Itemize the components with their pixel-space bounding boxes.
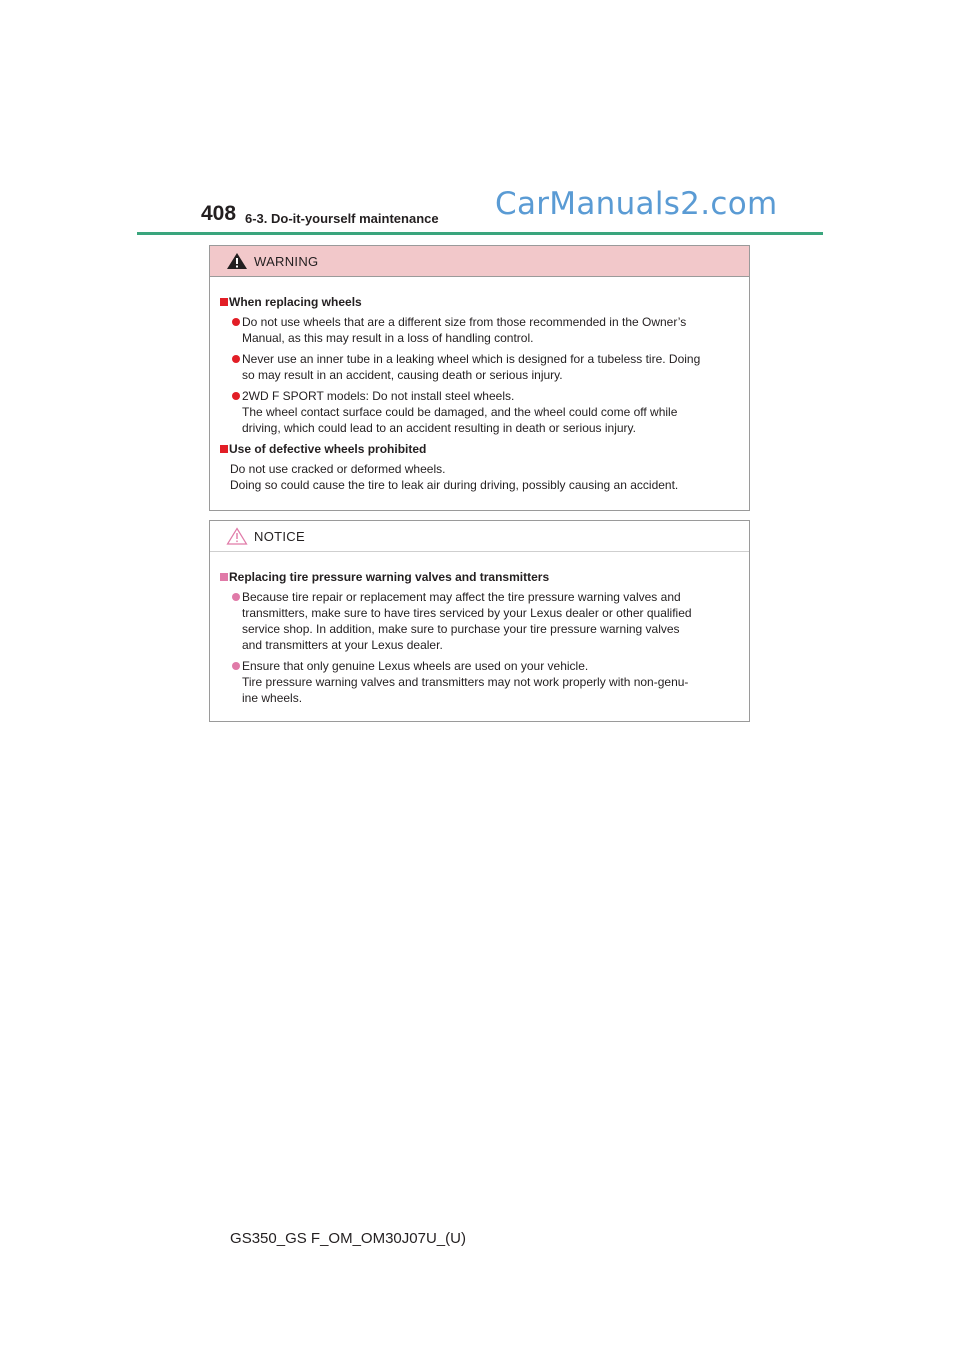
notice-box [209, 520, 750, 722]
notice-heading: Replacing tire pressure warning valves and transmitters [220, 569, 741, 585]
circle-bullet-icon [232, 662, 240, 670]
warning-box [209, 245, 750, 511]
list-item: Never use an inner tube in a leaking wheel which is designed for a tubeless tire. Doing so may result in an accident, causing death or serious injury. [220, 351, 741, 383]
warning-heading-defective-wheels: Use of defective wheels prohibited [220, 441, 741, 457]
notice-label: NOTICE [254, 529, 305, 544]
warning-header [210, 246, 749, 277]
manual-code: GS350_GS F_OM_OM30J07U_(U) [230, 1230, 466, 1247]
circle-bullet-icon [232, 355, 240, 363]
list-item: Do not use wheels that are a different size from those recommended in the Owner’s Manual, as this may result in a loss of handling control. [220, 314, 741, 346]
header-rule [137, 232, 823, 235]
circle-bullet-icon [232, 593, 240, 601]
notice-body [210, 552, 749, 706]
list-item: Because tire repair or replacement may affect the tire pressure warning valves and transmitters, make sure to have tires serviced by your Lexus dealer or other qualified service shop. In addition, make sure to purchase your tire pressure warning valves and transmitters at your Lexus dealer. [220, 589, 741, 653]
circle-bullet-icon [232, 392, 240, 400]
square-bullet-icon [220, 298, 228, 306]
square-bullet-icon [220, 573, 228, 581]
list-item: Ensure that only genuine Lexus wheels are used on your vehicle. Tire pressure warning valves and transmitters may not work properly with non-genu- ine wheels. [220, 658, 741, 706]
watermark-logo: CarManuals2.com [495, 186, 778, 222]
section-title: 6-3. Do-it-yourself maintenance [245, 211, 439, 226]
warning-triangle-icon [226, 252, 248, 275]
notice-header [210, 521, 749, 552]
page-footer [0, 1230, 960, 1247]
square-bullet-icon [220, 445, 228, 453]
page-number: 408 [201, 202, 237, 225]
warning-paragraph: Do not use cracked or deformed wheels. Doing so could cause the tire to leak air during driving, possibly causing an accident. [230, 462, 679, 492]
circle-bullet-icon [232, 318, 240, 326]
warning-heading-replacing-wheels: When replacing wheels [220, 294, 741, 310]
warning-body [210, 277, 749, 493]
page-header [137, 186, 823, 236]
warning-label: WARNING [254, 254, 319, 269]
notice-triangle-icon [226, 527, 248, 550]
list-item: 2WD F SPORT models: Do not install steel wheels. The wheel contact surface could be damaged, and the wheel could come off while driving, which could lead to an accident resulting in death or serious injury. [220, 388, 741, 436]
